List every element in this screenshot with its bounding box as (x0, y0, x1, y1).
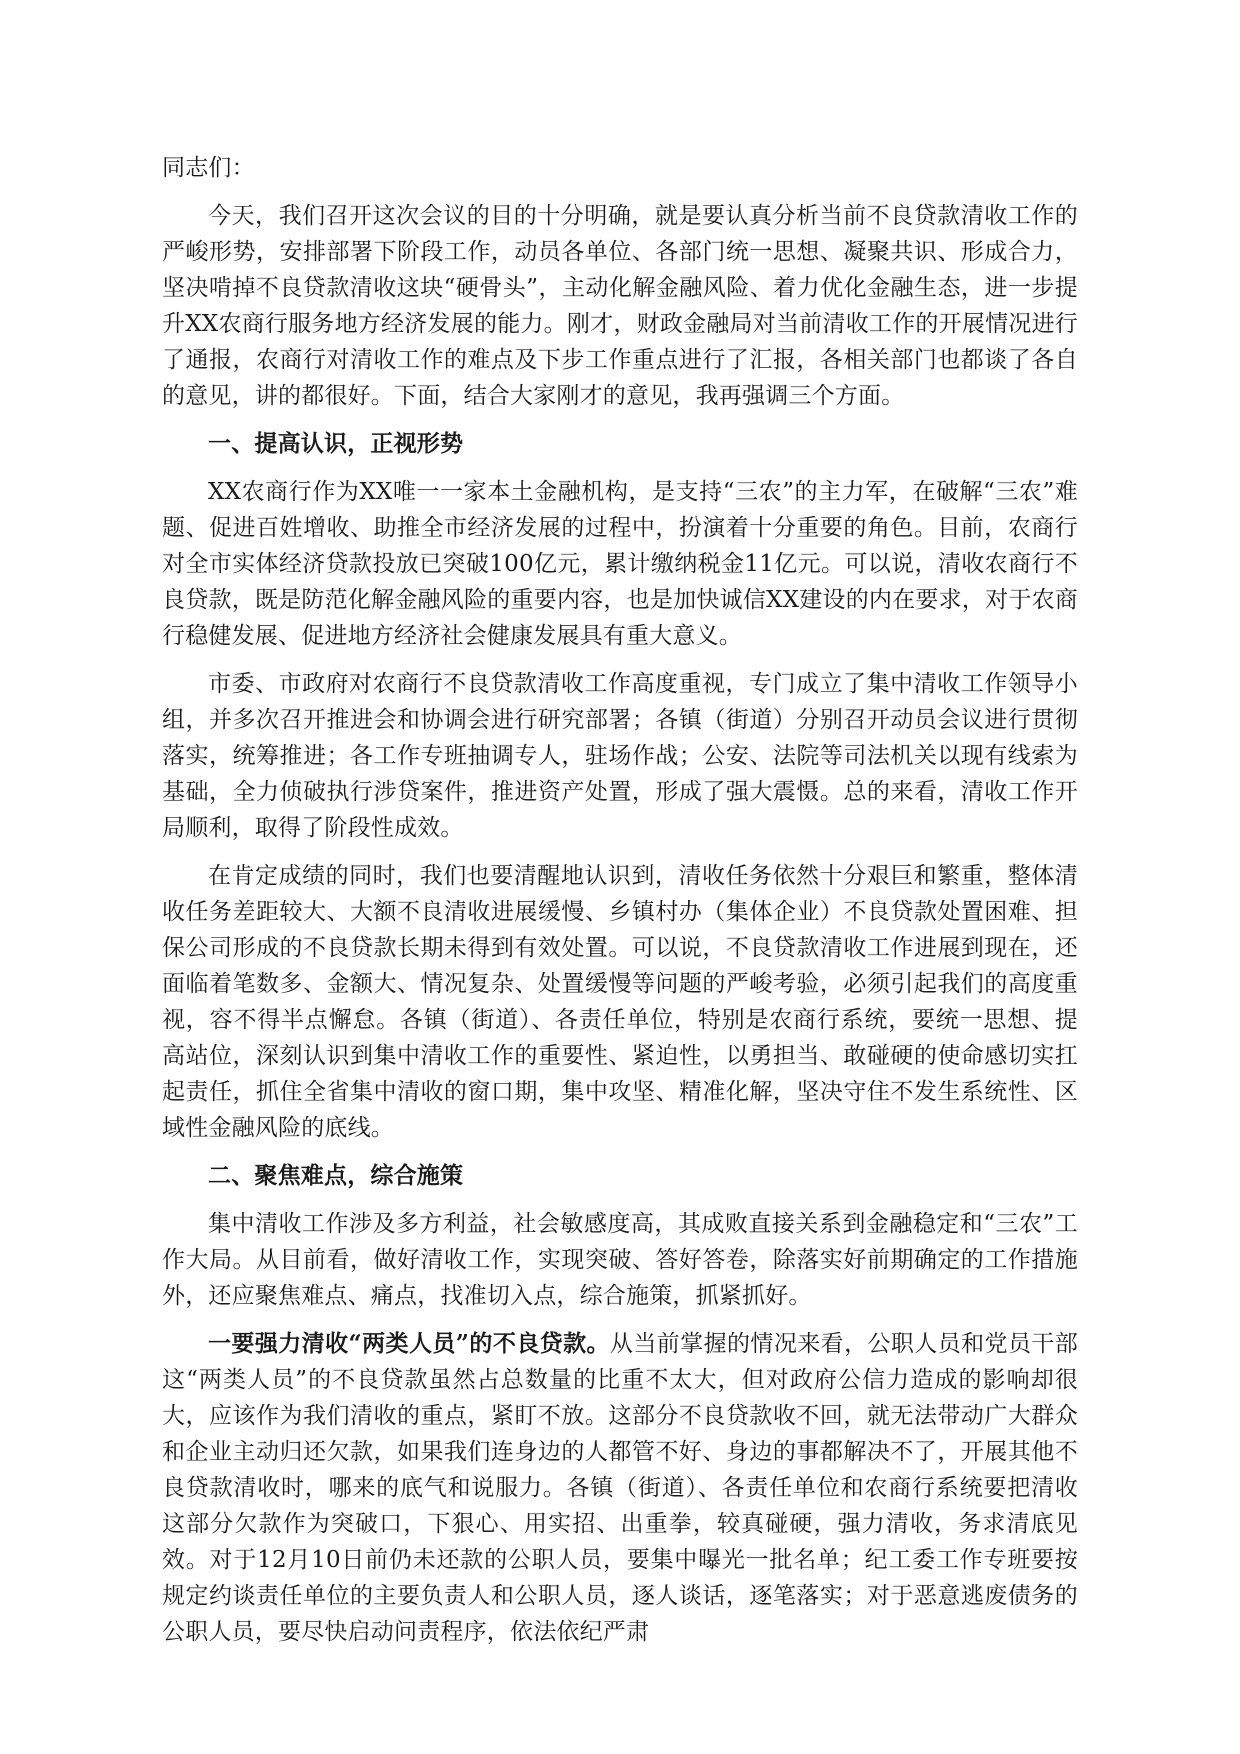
paragraph-body-text: 从当前掌握的情况来看，公职人员和党员干部这“两类人员”的不良贷款虽然占总数量的比重不太大，但对政府公信力造成的影响却很大，应该作为我们清收的重点，紧盯不放。这部分不良贷款收不回，就无法带动广大群众和企业主动归还欠款，如果我们连身边的人都管不好、身边的事都解决不了，开展其他不良贷款清收时，哪来的底气和说服力。各镇（街道）、各责任单位和农商行系统要把清收这部分欠款作为突破口，下狠心、用实招、出重拳，较真碰硬，强力清收，务求清底见效。对于12月10日前仍未还款的公职人员，要集中曝光一批名单；纪工委工作专班要按规定约谈责任单位的主要负责人和公职人员，逐人谈话，逐笔落实；对于恶意逃废债务的公职人员，要尽快启动问责程序，依法依纪严肃 (162, 1331, 1078, 1645)
paragraph-bank-role: XX农商行作为XX唯一一家本土金融机构，是支持“三农”的主力军，在破解“三农”难题、促进百姓增收、助推全市经济发展的过程中，扮演着十分重要的角色。目前，农商行对全市实体经济贷款投放已突破100亿元，累计缴纳税金11亿元。可以说，清收农商行不良贷款，既是防范化解金融风险的重要内容，也是加快诚信XX建设的内在要求，对于农商行稳健发展、促进地方经济社会健康发展具有重大意义。 (162, 479, 1078, 649)
salutation: 同志们： (162, 155, 255, 181)
paragraph-government-support: 市委、市政府对农商行不良贷款清收工作高度重视，专门成立了集中清收工作领导小组，并多次召开推进会和协调会进行研究部署；各镇（街道）分别召开动员会议进行贯彻落实，统筹推进；各工作专班抽调专人，驻场作战；公安、法院等司法机关以现有线索为基础，全力侦破执行涉贷案件，推进资产处置，形成了强大震慑。总的来看，清收工作开局顺利，取得了阶段性成效。 (162, 671, 1078, 841)
paragraph-opening: 今天，我们召开这次会议的目的十分明确，就是要认真分析当前不良贷款清收工作的严峻形势，安排部署下阶段工作，动员各单位、各部门统一思想、凝聚共识、形成合力，坚决啃掉不良贷款清收这块“硬骨头”，主动化解金融风险、着力优化金融生态，进一步提升XX农商行服务地方经济发展的能力。刚才，财政金融局对当前清收工作的开展情况进行了通报，农商行对清收工作的难点及下步工作重点进行了汇报，各相关部门也都谈了各自的意见，讲的都很好。下面，结合大家刚才的意见，我再强调三个方面。 (162, 203, 1078, 409)
section-heading-1: 一、提高认识，正视形势 (208, 430, 464, 457)
paragraph-two-groups (162, 1326, 1078, 1650)
document-body (162, 150, 1078, 1662)
paragraph-lead-text: 一要强力清收“两类人员”的不良贷款。 (208, 1330, 610, 1357)
paragraph-challenges: 在肯定成绩的同时，我们也要清醒地认识到，清收任务依然十分艰巨和繁重，整体清收任务差距较大、大额不良清收进展缓慢、乡镇村办（集体企业）不良贷款处置困难、担保公司形成的不良贷款长期未得到有效处置。可以说，不良贷款清收工作进展到现在，还面临着笔数多、金额大、情况复杂、处置缓慢等问题的严峻考验，必须引起我们的高度重视，容不得半点懈怠。各镇（街道）、各责任单位，特别是农商行系统，要统一思想、提高站位，深刻认识到集中清收工作的重要性、紧迫性，以勇担当、敢碰硬的使命感切实扛起责任，抓住全省集中清收的窗口期，集中攻坚、精准化解，坚决守住不发生系统性、区域性金融风险的底线。 (162, 863, 1078, 1141)
paragraph-focus: 集中清收工作涉及多方利益，社会敏感度高，其成败直接关系到金融稳定和“三农”工作大局。从目前看，做好清收工作，实现突破、答好答卷，除落实好前期确定的工作措施外，还应聚焦难点、痛点，找准切入点，综合施策，抓紧抓好。 (162, 1211, 1078, 1309)
section-heading-2: 二、聚焦难点，综合施策 (208, 1162, 464, 1189)
